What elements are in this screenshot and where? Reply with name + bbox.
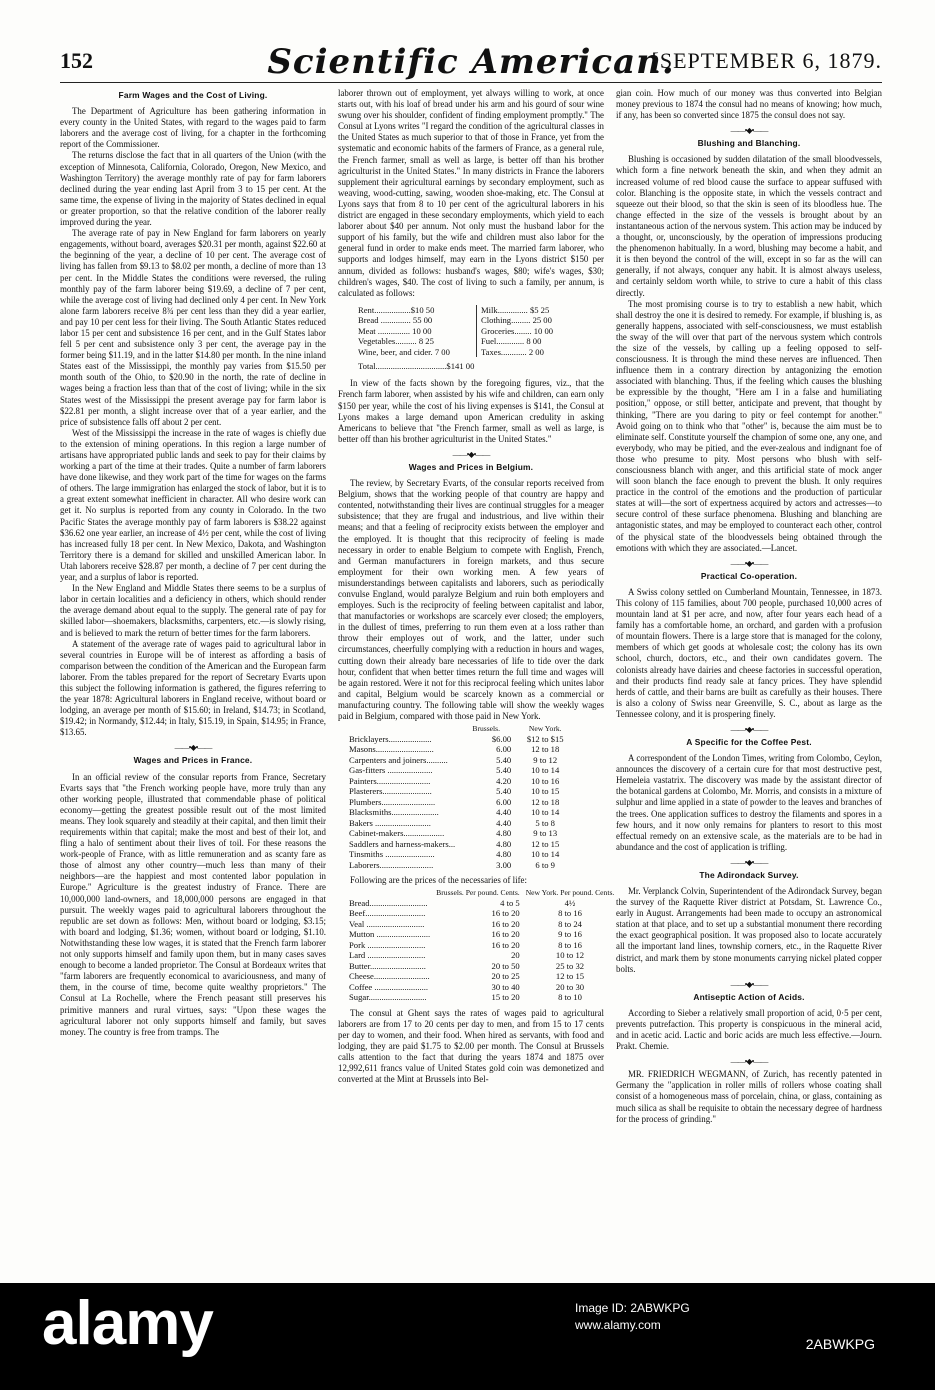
brussels-cell: 6.00 [496, 744, 512, 755]
table-row [346, 940, 617, 951]
newyork-cell: 8 to 16 [558, 939, 582, 950]
table-row [346, 849, 576, 860]
cost-cell: Meat ............... 10 00 [358, 325, 432, 336]
farm-para: West of the Mississippi the increase in the rate of wages is chiefly due to the extension of mining operations. In this region a large number of artisans have appropriated public lands and seek to pay for their claims by working a part of the time at their trades. Quite a number of farm laborers have done likewise, and they work part of the time for wages on the farms of others. The large immigration has enlarged the stock of labor, but it is to a great extent somewhat inefficient in character. All who desire work can get it. No surplus is reported from any county in Colorado. In the two Pacific States the average monthly pay of farm laborers is $38.22 against $36.62 one year earlier, an increase of 4½ per cent, while the cost of living has increased fully 18 per cent. In New Mexico, Dakota, and Washington Territory there is a demand for skilled and unskilled American labor. In Utah laborers receive $28.87 per month, a decline of 7 per cent during the year, and a surplus of labor is reported. [60, 427, 326, 583]
table-header-row [346, 889, 617, 898]
section-separator: ——•◆•—— [452, 449, 490, 459]
item-cell: Sugar........................... [349, 992, 427, 1003]
brussels-cell: 4 to 5 [500, 897, 520, 908]
newyork-cell: 8 to 24 [558, 918, 582, 929]
item-cell: Bread........................... [349, 897, 428, 908]
newyork-cell: 10 to 16 [531, 775, 560, 786]
section-separator: ——•◆•—— [730, 1057, 768, 1067]
item-cell: Veal ........................... [349, 918, 425, 929]
belgium-continued-para: gian coin. How much of our money was thus converted into Belgian money previous to 1874 the consul had no means of knowing; how much, if any, has been so converted since 1875 the consul does not say. [616, 88, 882, 121]
trade-cell: Laborers......................... [349, 859, 434, 870]
wegmann-para: MR. FRIEDRICH WEGMANN, of Zurich, has recently patented in Germany the "application in roller mills of rollers whose coating shall consist of a homogeneous mass of porcelain, china, or glass, containing as much silica as shall be requisite to obtain the necessary degree of hardness for the process of grinding." [616, 1069, 882, 1124]
cost-row [358, 347, 604, 358]
item-cell: Pork ........................... [349, 939, 426, 950]
brussels-cell: 4.40 [496, 807, 512, 818]
watermark-id: 2ABWKPG [805, 1336, 875, 1352]
brussels-cell: 4.80 [496, 849, 512, 860]
table-row [346, 982, 617, 993]
trade-cell: Tinsmiths ....................... [349, 849, 435, 860]
trade-cell: Plumbers......................... [349, 796, 436, 807]
cost-cell: Groceries........ 10 00 [476, 326, 581, 337]
brussels-cell: 16 to 20 [491, 918, 520, 929]
column-3 [616, 88, 882, 1280]
header-rule [60, 82, 882, 83]
table-row [346, 839, 576, 850]
brussels-cell: 16 to 20 [491, 939, 520, 950]
acids-para: According to Sieber a relatively small proportion of acid, 0·5 per cent, prevents putrefaction. This property is conspicuous in the mineral acid, and in acetic acid. Lactic and boric acids are much less effective.—Journ. Prakt. Chemie. [616, 1007, 882, 1052]
newyork-cell: 9 to 13 [533, 828, 558, 839]
trade-cell: Masons........................... [349, 744, 434, 755]
item-cell: Mutton ......................... [349, 929, 431, 940]
brussels-cell: 30 to 40 [491, 981, 520, 992]
newyork-cell: 4½ [564, 897, 576, 908]
trade-cell: Painters......................... [349, 775, 431, 786]
farm-wages-heading: Farm Wages and the Cost of Living. [118, 90, 268, 100]
cost-cell: Clothing......... 25 00 [476, 315, 581, 326]
section-separator: ——•◆•—— [730, 857, 768, 867]
brussels-cell: 20 [511, 950, 520, 961]
table-row [346, 765, 576, 776]
table-row [346, 992, 617, 1003]
table-header-cell: Brussels. [472, 724, 501, 734]
lyons-conclusion-para: In view of the facts shown by the foregoing figures, viz., that the French farm laborer, when assisted by his wife and children, can earn only $150 per year, while the cost of his living expenses is $141, the Consul at Lyons makes a large demand upon American credulity in asking Americans to believe that "the French farmer, small as well as large, is better off than his brother agriculturist in the United States." [338, 378, 604, 444]
france-para: In an official review of the consular reports from France, Secretary Evarts says that "the French working people have, more truly than any other working people, illustrated that commendable phase of political economy—getting the greatest possible result out of the most limited means. They look squarely and steadily at their capital, and then limit their requirements within that capital; make the most and best of their lot, and fling a halo of sentiment about their lives of toil. For these reasons the work-people of France, with as little remuneration and as scanty fare as those of almost any other country—much less than many of their neighbors—are the happiest and most contented labor population in Europe." Agriculture is the greatest industry of France. There are 10,000,000 land-owners, and 18,000,000 persons are engaged in that pursuit. The weekly wages paid to agricultural laborers throughout the republic are set down as follows: Men, without board or lodging, $3.15; with board and lodging, $1.36; women, without board or lodging, $1.10. Notwithstanding these low wages, it is stated that the French farm laborer not only supports himself and family upon them, but in many cases saves enough to become a landed proprietor. The Consul at Bordeaux writes that "farm laborers are frequently economical to avariciousness, and many of them, in the course of time, become quite wealthy proprietors." The Consul at La Rochelle, where the French peasant still preserves his primitive manners and rural virtues, says: "Upon these wages the agricultural laborer not only supports himself and family, but saves money. The country is free from tramps. The [60, 771, 326, 1037]
blushing-para: The most promising course is to try to establish a new habit, which shall destroy the one it is desired to remedy. For example, if blushing is, as generally happens, associated with self-consciousness, we must establish the sway of the will over that part of the nervous system which controls the size of the vessels, by calling up a feeling opposed to self-consciousness. It is through the mind these nerves are influenced. Then influence them in a contrary direction by antagonizing the emotion associated with blanching. Thus, if the feeling which causes the blushing be expressible by the thought, "Here am I in a false and humiliating position," oppose, or still better, anticipate and prevent, that thought by thinking, "There are you daring to pity or feel contempt for another." Avoid going on to think who that "other" is, because the aim must be to eliminate self. Constitute yourself the champion of some one, any one, and everybody, who may be pitied, and the ever-zealous and indignant foe of those who presume to pity. Most persons who blush with self-consciousness blanch with anger, and this artificial state of mock anger will soon blanch the face enough to prevent the blush. It only requires practice in the control of the emotions and the production of particular states at will—the sort of expertness acquired by actors and actresses—to secure control of these surface phenomena. Blushing and blanching are antagonistic states, and may be employed to counteract each other, control of the physical state of the bloodvessels being obtained through the emotions with which they are associated.—Lancet. [616, 298, 882, 553]
table-row [346, 776, 576, 787]
table-header-cell: New York. Per pound. Cents. [525, 888, 615, 898]
brussels-cell: 5.40 [496, 765, 512, 776]
cost-row [358, 305, 604, 316]
newyork-cell: 5 to 8 [535, 817, 555, 828]
brussels-cell: 3.00 [496, 859, 512, 870]
belgium-heading: Wages and Prices in Belgium. [408, 461, 534, 472]
trade-cell: Bakers .......................... [349, 817, 431, 828]
coffee-pest-heading: A Specific for the Coffee Pest. [686, 736, 812, 747]
farm-para: In the New England and Middle States there seems to be a surplus of labor in certain localities and a deficiency in others, which should render the average demand about equal to the supply. The general rate of pay for skilled labor—shoemakers, blacksmiths, carpenters, etc.—is slowly rising, and is believed to mark the return of better times for the farm laborers. [60, 583, 326, 638]
newyork-cell: 9 to 12 [533, 754, 558, 765]
item-cell: Butter.......................... [349, 960, 426, 971]
table-row [346, 908, 617, 919]
brussels-cell: 4.40 [496, 817, 512, 828]
table-row [346, 744, 576, 755]
table-row [346, 950, 617, 961]
table-row [346, 971, 617, 982]
newyork-cell: 8 to 10 [558, 992, 582, 1003]
brussels-cell: 16 to 20 [491, 908, 520, 919]
farm-para: A statement of the average rate of wages paid to agricultural labor in several countries in Europe will be of interest as affording a basis of comparison between the condition of the American and the European farm laborer. From the tables prepared for the report of Secretary Evarts upon this subject the following information is gathered, the figures referring to the year 1878: Agricultural laborers in England receive, without board or lodging, an average per month of $15.60; in Ireland, $14.73; in Scotland, $19.42; in Normandy, $12.44; in Italy, $15.19, in Spain, $14.95; in France, $13.65. [60, 638, 326, 738]
watermark-logo: alamy [42, 1289, 213, 1358]
farm-para: The returns disclose the fact that in all quarters of the Union (with the exception of Minnesota, California, Colorado, Oregon, New Mexico, and Washington Territory) the average monthly rate of pay for farm laborers declined during the year ending last April from 3 to 15 per cent. At the same time, the expense of living in the majority of States declined in equal or greater proportion, so that the relative condition of the laborer really improved during the year. [60, 150, 326, 228]
brussels-cell: 5.40 [496, 786, 512, 797]
brussels-cell: $6.00 [491, 733, 512, 744]
trade-cell: Bricklayers.................... [349, 733, 432, 744]
cooperation-heading: Practical Co-operation. [700, 570, 798, 581]
trade-cell: Cabinet-makers................... [349, 828, 445, 839]
item-cell: Lard ........................... [349, 950, 426, 961]
wages-table [346, 725, 576, 870]
france-heading: Wages and Prices in France. [133, 755, 253, 766]
newyork-cell: 10 to 15 [531, 786, 560, 797]
brussels-cell: 4.20 [496, 775, 512, 786]
newyork-cell: 6 to 9 [535, 859, 555, 870]
coffee-pest-para: A correspondent of the London Times, writing from Colombo, Ceylon, announces the discovery of a certain cure for that most destructive pest, Hemeleia vastatrix. The discovery was made by the assistant director of the botanical gardens at Colombo, Mr. Morris, and consists in a mixture of sulphur and lime applied in a state of powder to the leaves and branches of the trees. One application suffices to destroy the filaments and spores in a few hours, and it now only remains for planters to resort to this most effectual remedy on an extensive scale, as the materials are to be had in abundance and the cost of application is trifling. [616, 753, 882, 852]
brussels-cell: 20 to 25 [491, 971, 520, 982]
cost-cell: Wine, beer, and cider. 7 00 [358, 346, 450, 357]
section-separator: ——•◆•—— [730, 724, 768, 734]
newyork-cell: 12 to 18 [531, 744, 560, 755]
newyork-cell: 8 to 16 [558, 908, 582, 919]
table-row [346, 961, 617, 972]
table-row [346, 929, 617, 940]
table-row [346, 734, 576, 745]
trade-cell: Carpenters and joiners.......... [349, 754, 448, 765]
newyork-cell: 20 to 30 [555, 981, 585, 992]
table-row [346, 828, 576, 839]
section-separator: ——•◆•—— [730, 979, 768, 989]
ghent-para: The consul at Ghent says the rates of wages paid to agricultural laborers are from 17 to 20 cents per day to men, and from 15 to 17 cents per day to women, and their food. When hired as servants, with food and lodging, they are paid $1.75 to $2.00 per month. The Consul at Brussels calls attention to the fact that during the years 1874 and 1875 over 12,992,611 francs value of United States gold coin was demonetized and converted at the Mint at Brussels into Bel- [338, 1007, 604, 1085]
section-separator: ——•◆•—— [174, 743, 212, 753]
cost-cell: Vegetables.......... 8 25 [358, 336, 434, 347]
cost-row [358, 315, 604, 326]
acids-heading: Antiseptic Action of Acids. [693, 991, 805, 1002]
brussels-cell: 6.00 [496, 796, 512, 807]
newyork-cell: 25 to 32 [555, 960, 585, 971]
belgium-para: The review, by Secretary Evarts, of the consular reports received from Belgium, shows that the working people of that country are happy and contented, notwithstanding their lives are continual struggles for a meager subsistence; that they are frugal and industrious, and live within their means; and that a feeling of reciprocity exists between the employer and the employed. It is thought that this reciprocity of feeling is made necessary in order to enable Belgium to compete with English, French, and German manufacturers in foreign markets, and thus secure employment for their own working men. A few years of misunderstandings between capitalists and laborers, such as periodically convulse England, would paralyze Belgium and ruin both employers and employes. Such is the reciprocity of feeling between capitalist and labor, that manufactories or workshops are scarcely ever closed; the employers, in the dullest of times, preferring to run them even at a loss rather than throw their employes out of work, and the latter, under such circumstances, cheerfully complying with a reduction in hours and wages, cutting down their already bare necessaries of life to tide over the dark hour, confident that when better times return the full time and wages will be again restored. Were it not for this reciprocal feeling which unites labor and capital, Belgium would be scarcely known as a commercial or manufacturing country. The following table will show the weekly wages paid in Belgium, compared with those paid in New York. [338, 478, 604, 721]
table-row [346, 818, 576, 829]
cost-cell: Rent.................$10 50 [358, 304, 435, 315]
newyork-cell: 10 to 14 [531, 765, 560, 776]
cost-cell: Fuel............. 8 00 [476, 336, 581, 347]
table-header-row [346, 725, 576, 734]
cost-cell: Milk.............. $5 25 [476, 305, 581, 316]
table-row [346, 755, 576, 766]
newyork-cell: 9 to 16 [558, 929, 582, 940]
table-row [346, 919, 617, 930]
cost-row [358, 326, 604, 337]
page-header [60, 42, 882, 82]
blushing-heading: Blushing and Blanching. [697, 138, 801, 149]
brussels-cell: 16 to 20 [491, 929, 520, 940]
farm-para: The Department of Agriculture has been gathering information in every county in the United States, with regard to the wages paid to farm laborers and the average cost of living, for a chapter in the forthcoming report of the Commissioner. [60, 106, 326, 150]
item-cell: Beef............................ [349, 908, 426, 919]
brussels-cell: 4.80 [496, 838, 512, 849]
newyork-cell: 12 to 15 [555, 971, 585, 982]
table-header-cell [346, 889, 433, 898]
newyork-cell: 10 to 14 [531, 849, 560, 860]
table-header-cell [346, 725, 458, 734]
table-row [346, 860, 576, 871]
cost-cell: Taxes............ 2 00 [476, 347, 581, 358]
masthead: Scientific American. [267, 42, 675, 82]
brussels-cell: 20 to 50 [491, 960, 520, 971]
lyons-para: laborer thrown out of employment, yet always willing to work, at once starts out, with his loaf of bread under his arm and his gourd of sour wine swung over his shoulder, confident of finding employment promptly." The Consul at Lyons writes "I regard the condition of the agricultural classes in the United States as much superior to that of those in France, yet from the systematic and economic habits of the farmers of France, as a general rule, the French farmer, small as well as large, is better off than his brother agriculturist in the United States." In many districts in France the laborers supplement their agricultural earnings by secondary employment, such as weaving, wood-cutting, sawing, wooden shoe-making, etc. The Consul at Lyons says that from 8 to 10 per cent of the agricultural laborers in his district are engaged in these secondary employments, which yield to each laborer about $40 per annum. Not only must the husband labor for the support of his family, but the wife and children must also labor for the general fund in order to make ends meet. The married farm laborer, who supports and lodges himself, may earn in the Lyons district $150 per annum, divided as follows: husband's wages, $80; wife's wages, $30; children's wages, $40. The cost of living to such a family, per annum, is calculated as follows: [338, 88, 604, 298]
section-separator: ——•◆•—— [730, 558, 768, 568]
trade-cell: Saddlers and harness-makers... [349, 838, 456, 849]
section-separator: ——•◆•—— [730, 126, 768, 136]
table-row [346, 807, 576, 818]
item-cell: Coffee ......................... [349, 981, 429, 992]
page-number: 152 [60, 48, 93, 73]
trade-cell: Gas-fitters ..................... [349, 765, 433, 776]
table-row [346, 898, 617, 909]
column-1 [60, 88, 326, 1280]
brussels-cell: 4.80 [496, 828, 512, 839]
trade-cell: Plasterers....................... [349, 786, 432, 797]
newyork-cell: 12 to 15 [531, 838, 560, 849]
cost-total: Total.................................$141 00 [358, 361, 475, 372]
cost-cell: Bread .............. 55 00 [358, 315, 433, 326]
table-header-cell: Brussels. Per pound. Cents. [436, 888, 520, 898]
watermark-image-id: Image ID: 2ABWKPG [575, 1301, 690, 1315]
newyork-cell: 10 to 14 [531, 807, 560, 818]
farm-para: The average rate of pay in New England for farm laborers on yearly engagements, without board, averages $20.31 per month, against $22.60 at the beginning of the year, a decline of 10 per cent. The average cost of living has fallen from $9.13 to $8.02 per month, a decline of more than 13 per cent. In the Middle States the conditions were reversed, the ruling monthly pay of the farm laborer being $19.69, a decline of 7 per cent, while the average cost of living had declined only 4 per cent. In New York alone farm laborers receive 8¾ per cent less than they did a year earlier, and pay 10 per cent less for their living. The South Atlantic States reduced labor 15 per cent and subsistence 16 per cent, and in the Gulf States labor fell 5 per cent and subsistence only 3 per cent, the average pay in the former being $11.19, and in the latter $14.80 per month. In the nine inland States east of the Mississippi, the monthly pay varies from $15.50 per month south of the Ohio, to $20.90 in the north, the rate of decline in wages being a fraction less than that of the cost of living; while in the six States west of the Mississippi the present average pay for farm labor is $22.81 per month, a slight increase over that of a year earlier, and the price of subsistence falls off about 2 per cent. [60, 228, 326, 427]
cooperation-para: A Swiss colony settled on Cumberland Mountain, Tennessee, in 1873. This colony of 115 families, about 700 people, purchased 10,000 acres of mountain land at $1 per acre, and now, after four years each head of a family has a comfortable home, an orchard, and garden with a profusion of mountain flowers. There is a large store that is managed for the colony, members of which get goods at wholesale cost; the colony has its own school, church, doctors, etc., and their own candidates govern. The colonists already have dairies and cheese factories in successful operation, and their products find ready sale at fancy prices. They have splendid herds of cattle, and their barns are built as carefully as their houses. There is also a colony of Swiss near Greenville, S. C., about as large as the Tennessee colony, and it is prospering finely. [616, 586, 882, 719]
issue-date: [SEPTEMBER 6, 1879. [651, 48, 882, 73]
watermark-info [575, 1300, 690, 1334]
prices-table [346, 889, 617, 1003]
brussels-cell: 5.40 [496, 754, 512, 765]
newyork-cell: $12 to $15 [526, 733, 564, 744]
adirondack-para: Mr. Verplanck Colvin, Superintendent of the Adirondack Survey, began the survey of the Raquette River district at Potsdam, St. Lawrence Co., early in August. Arrangements had been made to occupy an astronomical station at that place, and to set up a substantial monument there recording the exact geographical position. It was proposed also to locate accurately all the important land lines, township corners, etc., in the Raquette River district, and mark them by stone monuments carrying nickel plated copper bolts. [616, 886, 882, 974]
blushing-para: Blushing is occasioned by sudden dilatation of the small bloodvessels, which form a fine network beneath the skin, and when they admit an increased volume of red blood cause the surface to appear suffused with color. Blanching is the opposite state, in which the vessels contract and squeeze out their blood, so that the skin is seen of its bloodless hue. The change effected in the size of the vessels is brought about by an instantaneous action of the nervous system. This action may be induced by a thought, or, unconsciously, by the operation of impressions producing the phenomenon habitually. In a word, blushing may become a habit, and it is then beyond the control of the will, except in so far as the will can generally, if not always, conquer any habit. It is almost always useless, and certainly seldom worth while, to strive to cure a habit of this class directly. [616, 154, 882, 298]
table-header-cell: New York. [528, 724, 562, 734]
cost-of-living-table [358, 305, 604, 358]
newyork-cell: 12 to 18 [531, 796, 560, 807]
newyork-cell: 10 to 12 [555, 950, 585, 961]
item-cell: Cheese.......................... [349, 971, 430, 982]
prices-intro: Following are the prices of the necessaries of life: [350, 875, 527, 886]
table-row [346, 797, 576, 808]
watermark-url: www.alamy.com [575, 1318, 661, 1332]
trade-cell: Blacksmiths...................... [349, 807, 439, 818]
table-row [346, 786, 576, 797]
cost-row [358, 336, 604, 347]
adirondack-heading: The Adirondack Survey. [699, 869, 799, 880]
column-2 [338, 88, 615, 1280]
brussels-cell: 15 to 20 [491, 992, 520, 1003]
